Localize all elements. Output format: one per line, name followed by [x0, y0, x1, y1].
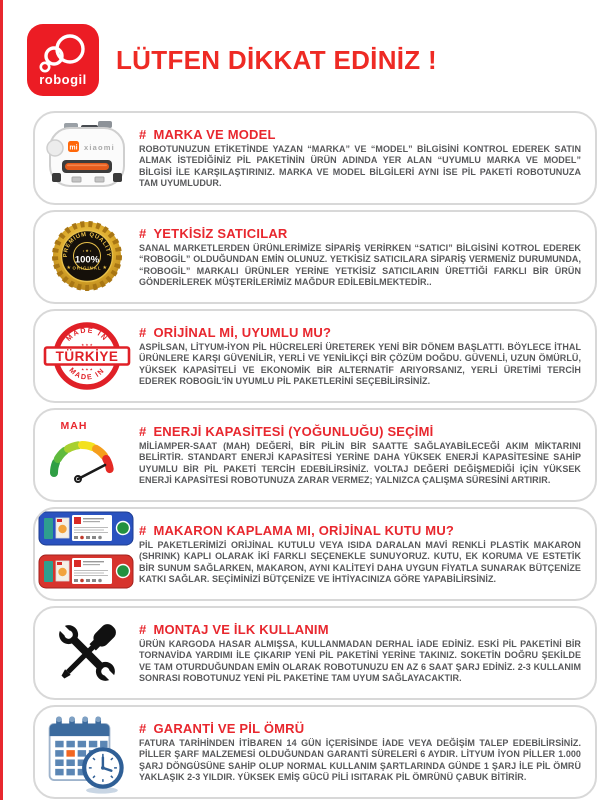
section-card-makaron-kaplama [33, 507, 597, 601]
section-card-orijinal-mi-uyumlu-mu [33, 309, 597, 403]
premium-quality-badge-icon [42, 216, 132, 298]
svg-text:mi: mi [69, 144, 78, 152]
section-body: SANAL MARKETLERDEN ÜRÜNLERİMİZE SİPARİŞ VERİRKEN “SATICI” BİLGİSİNİ KOTROL EDEREK “ROBOGİL” OLDUĞUNDAN EMİN OLUNUZ. YETKİSİZ SATICILARA SİPARİŞ VERMENİZ DURUMUNDA, “ROBOGİL” MARKALI ÜRÜNLER YERİNE YETKİSİZ SATICILARIN ÜRETTİĞİ FARKLI BİR ÜRÜN GÖNDERİLEREK MÜŞTERİLERİMİZ MAĞDUR EDİLEBİLMEKTEDİR.. [139, 243, 581, 287]
svg-text:★: ★ [102, 265, 107, 271]
red-battery-pack [39, 555, 133, 588]
section-heading: # GARANTİ VE PİL ÖMRÜ [139, 721, 305, 737]
text-box [139, 127, 595, 189]
hash-glyph: # [139, 424, 147, 440]
calendar-clock-icon [41, 709, 133, 795]
section-card-marka-ve-model [33, 111, 597, 205]
left-accent-bar [0, 0, 3, 800]
icon-box [35, 415, 139, 495]
icon-box [35, 118, 139, 198]
robogil-logo [27, 24, 99, 96]
robot-vacuum-icon [43, 118, 131, 198]
section-heading: # YETKİSİZ SATICILAR [139, 226, 288, 242]
mah-gauge-icon [42, 415, 132, 495]
text-box [139, 325, 595, 387]
section-heading: # ORİJİNAL Mİ, UYUMLU MU? [139, 325, 332, 341]
hash-glyph: # [139, 226, 147, 242]
battery-packs-icon [37, 510, 137, 598]
svg-text:ORIGINAL: ORIGINAL [72, 265, 102, 271]
section-body: MİLİAMPER-SAAT (MAH) DEĞERİ, BİR PİLİN BİR SAATTE SAĞLAYABİLECEĞİ AKIM MİKTARINI BELİRTİR. STANDART ENERJİ KAPASİTESİ YERİNE DAHA YÜKSEK ENERJİ KAPASİTESİNE SAHİP UYUMLU BİR PİL PAKETİ TERCİH EDEBİLİRSİNİZ. VOLTAJ DEĞERİ DEĞİŞMEDİĞİ İÇİN YÜKSEK ENERJİ KAPASİTESİ ROBOTUNUZA ZARAR VERMEZ; YALNIZCA ÇALIŞMA SÜRESİNİ ARTIRIR. [139, 441, 581, 485]
section-heading: # MAKARON KAPLAMA MI, ORİJİNAL KUTU MU? [139, 523, 455, 539]
hash-glyph: # [139, 523, 147, 539]
tools-icon [45, 613, 129, 693]
hash-glyph: # [139, 127, 147, 143]
sections-container [33, 111, 597, 799]
icon-box [35, 613, 139, 693]
hash-glyph: # [139, 325, 147, 341]
page-title: LÜTFEN DİKKAT EDİNİZ ! [116, 44, 437, 75]
icon-box [35, 314, 139, 398]
text-box [139, 424, 595, 486]
section-body: ÜRÜN KARGODA HASAR ALMIŞSA, KULLANMADAN DERHAL İADE EDİNİZ. ESKİ PİL PAKETİNİ BİR TORNAVİDA YARDIMI İLE ÇIKARIP YENİ PİL PAKETİNİ YERİNE TAKINIZ. SOKETİN DOĞRU ŞEKİLDE VE TAM OTURDUĞUNDAN EMİN OLARAK ROBOTUNUZU EN AZ 6 SAAT ŞARJ EDİNİZ. 2-3 KULLANIM SONRASI ROBOTUNUZ YENİ PİL PAKETİNE TAM UYUM SAĞLAYACAKTIR. [139, 639, 581, 683]
page-header [0, 0, 600, 100]
section-body: ROBOTUNUZUN ETİKETİNDE YAZAN “MARKA” VE “MODEL” BİLGİSİNİ KONTROL EDEREK SATIN ALMAK İSTEDİĞİNİZ PİL PAKETİNİN ÜRÜN ADINDA YER ALAN “UYUMLU MARKA VE MODEL” BİLGİSİ İLE KARŞILAŞTIRINIZ. MARKA VE MODEL BİLGİLERİ AYNI İSE PİL PAKETİ ROBOTUNUZA TAM UYUMLUDUR. [139, 144, 581, 188]
section-card-enerji-kapasitesi [33, 408, 597, 502]
logo-wordmark: robogil [39, 72, 87, 87]
text-box [139, 622, 595, 684]
section-card-yetkisiz-saticilar [33, 210, 597, 304]
section-body: ASPİLSAN, LİTYUM-İYON PİL HÜCRELERİ ÜRETEREK YENİ BİR DÖNEM BAŞLATTI. BÖYLECE İTHAL ÜRÜNLERE KARŞI GÜVENİLİR, YERLİ VE YENİLİKÇİ BİR ÇÖZÜM DOĞDU. GÜVENLİ, UZUN ÖMÜRLÜ, YÜKSEK KAPASİTELİ VE EKONOMİK BİR ALTERNATİF ARIYORSANIZ, YERLİ ÜRETİMİ TERCİH EDEREK ROBOGİL'İN UYUMLU PİL PAKETLERİNİ SEÇEBİLİRSİNİZ. [139, 342, 581, 386]
svg-text:MADE IN: MADE IN [63, 325, 111, 343]
made-in-turkiye-stamp-icon [42, 314, 132, 398]
icon-box [35, 216, 139, 298]
svg-text:xiaomi: xiaomi [84, 143, 115, 152]
section-heading: # MARKA VE MODEL [139, 127, 276, 143]
icon-box [35, 709, 139, 795]
svg-text:MADE IN: MADE IN [67, 365, 107, 382]
section-body: FATURA TARİHİNDEN İTİBAREN 14 GÜN İÇERİSİNDE İADE VEYA DEĞİŞİM TALEP EDEBİLİRSİNİZ. PİLLER ŞARF MALZEMESİ OLDUĞUNDAN GARANTİ SÜRELERİ 6 AYDIR. LİTYUM İYON PİLLER 1.000 ŞARJ DÖNGÜSÜNE SAHİP OLUP NORMAL KULLANIM ŞARTLARINDA GÜNDE 1 ŞARJ İLE PİL ÖMRÜ YAKLAŞIK 2-3 YILDIR. YÜKSEK EMİŞ GÜCÜ PİLİ ISITARAK PİL ÖMRÜNÜ ÇABUK BİTİRİR. [139, 738, 581, 782]
svg-text:100%: 100% [74, 254, 100, 266]
svg-text:★ ★ ★: ★ ★ ★ [81, 343, 93, 347]
section-heading: # MONTAJ VE İLK KULLANIM [139, 622, 329, 638]
svg-text:MAH: MAH [60, 420, 88, 432]
svg-text:★ ★ ★: ★ ★ ★ [81, 367, 93, 372]
text-box [139, 523, 595, 585]
hash-glyph: # [139, 721, 147, 737]
svg-text:• ★ •: • ★ • [82, 248, 92, 253]
text-box [139, 721, 595, 783]
icon-box [35, 510, 139, 598]
text-box [139, 226, 595, 288]
section-body: PİL PAKETLERİMİZİ ORİJİNAL KUTULU VEYA ISIDA DARALAN MAVİ RENKLİ PLASTİK MAKARON (SHRINK) KAPLI OLARAK İKİ FARKLI SEÇENEKLE SUNUYORUZ. KUTU, EK KORUMA VE ESTETİK BİR SUNUM SAĞLARKEN, MAKARON, AYNI KALİTEYİ DAHA UYGUN FİYATLA SUNARAK BÜTÇENİZE KATKI SAĞLAR. SEÇİMİNİZİ BÜTÇENİZE VE İHTİYACINIZA GÖRE YAPABİLİRSİNİZ. [139, 540, 581, 584]
section-card-montaj-ilk-kullanim [33, 606, 597, 700]
robogil-circles-icon [36, 33, 90, 73]
section-heading: # ENERJİ KAPASİTESİ (YOĞUNLUĞU) SEÇİMİ [139, 424, 434, 440]
svg-text:TÜRKİYE: TÜRKİYE [55, 348, 119, 364]
svg-text:★: ★ [66, 265, 71, 271]
blue-battery-pack [39, 512, 133, 545]
svg-text:PREMIUM QUALITY: PREMIUM QUALITY [62, 231, 112, 258]
section-card-garanti-pil-omru [33, 705, 597, 799]
hash-glyph: # [139, 622, 147, 638]
